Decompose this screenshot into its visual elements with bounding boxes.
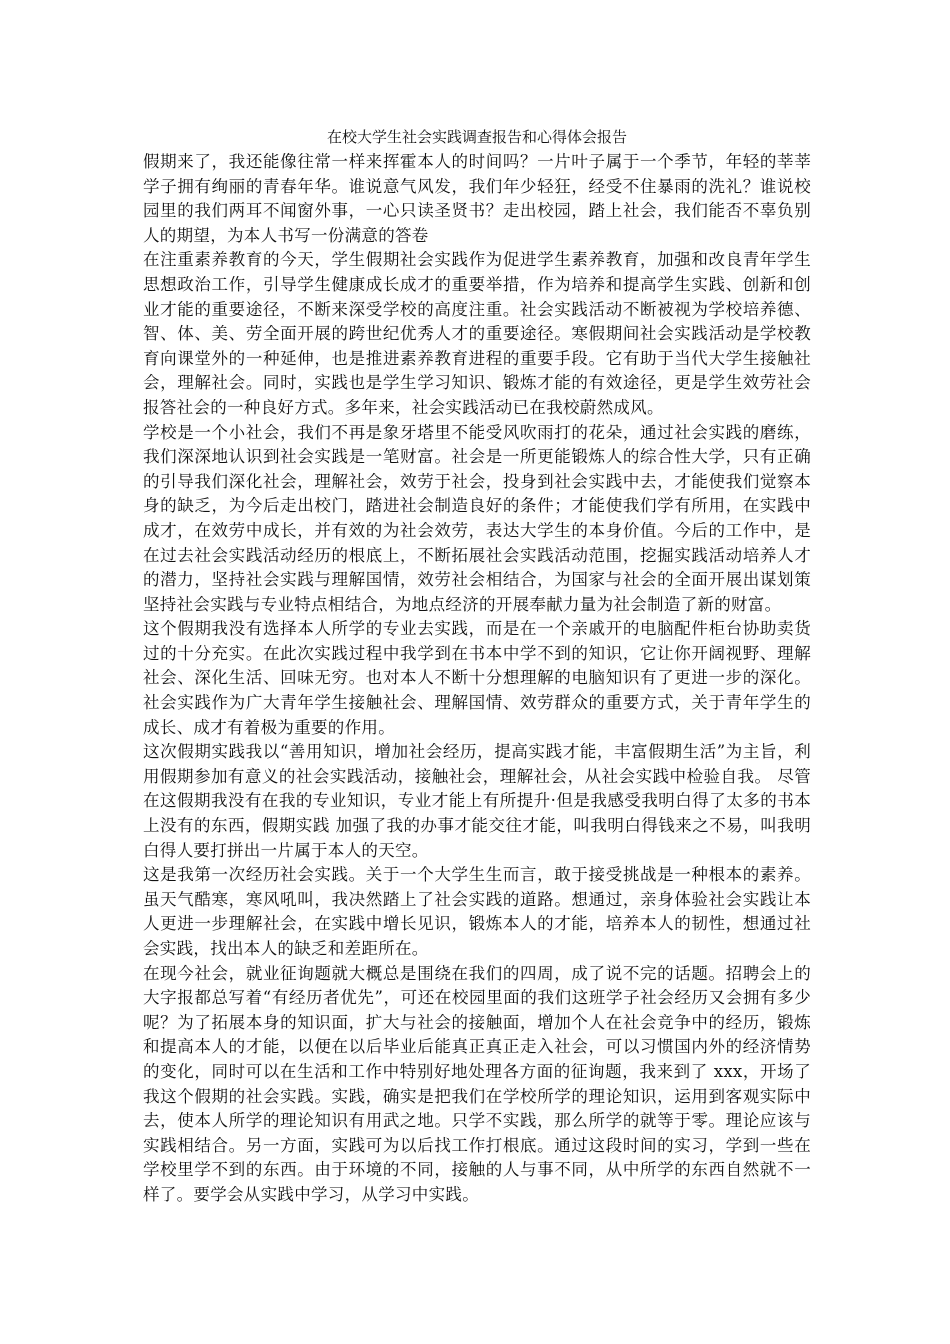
paragraph-first-experience: 这是我第一次经历社会实践。关于一个大学生生而言，敢于接受挑战是一种根本的素养。虽天气酷寒，寒风吼叫，我决然踏上了社会实践的道路。想通过，亲身体验社会实践让本人更进一步理解社会，在实践中增长见识，锻炼本人的才能，培养本人的韧性，想通过社会实践，找出本人的缺乏和差距所在。	[143, 865, 811, 958]
paragraph-holiday-practice: 这次假期实践我以“善用知识，增加社会经历，提高实践才能，丰富假期生活”为主旨，利用假期参加有意义的社会实践活动，接触社会，理解社会，从社会实践中检验自我。 尽管在这假期我没有在我的专业知识，专业才能上有所提升·但是我感受我明白得了太多的书本上没有的东西，假期实践 加强了我的办事才能交往才能，叫我明白得钱来之不易，叫我明白得人要打拼出一片属于本人的天空。	[143, 742, 811, 860]
paragraph-computer-counter: 这个假期我没有选择本人所学的专业去实践，而是在一个亲戚开的电脑配件柜台协助卖货过的十分充实。在此次实践过程中我学到在书本中学不到的知识，它让你开阔视野、理解社会、深化生活、回味无穷。也对本人不断十分想理解的电脑知识有了更进一步的深化。社会实践作为广大青年学生接触社会、理解国情、效劳群众的重要方式，关于青年学生的成长、成才有着极为重要的作用。	[143, 619, 811, 737]
document-title: 在校大学生社会实践调查报告和心得体会报告	[326, 128, 627, 146]
paragraph-quality-education: 在注重素养教育的今天，学生假期社会实践作为促进学生素养教育，加强和改良青年学生思想政治工作，引导学生健康成长成才的重要举措，作为培养和提高学生实践、创新和创业才能的重要途径，不断来深受学校的高度注重。社会实践活动不断被视为学校培养德、智、体、美、劳全面开展的跨世纪优秀人才的重要途径。寒假期间社会实践活动是学校教育向课堂外的一种延伸，也是推进素养教育进程的重要手段。它有助于当代大学生接触社会，理解社会。同时，实践也是学生学习知识、锻炼才能的有效途径，更是学生效劳社会报答社会的一种良好方式。多年来，社会实践活动已在我校蔚然成风。	[143, 250, 811, 417]
paragraph-school-society: 学校是一个小社会，我们不再是象牙塔里不能受风吹雨打的花朵，通过社会实践的磨练，我们深深地认识到社会实践是一笔财富。社会是一所更能锻炼人的综合性大学，只有正确的引导我们深化社会，理解社会，效劳于社会，投身到社会实践中去，才能使我们觉察本身的缺乏，为今后走出校门，踏进社会制造良好的条件；才能使我们学有所用，在实践中成才，在效劳中成长，并有效的为社会效劳，表达大学生的本身价值。今后的工作中，是在过去社会实践活动经历的根底上，不断拓展社会实践活动范围，挖掘实践活动培养人才的潜力，坚持社会实践与理解国情，效劳社会相结合，为国家与社会的全面开展出谋划策坚持社会实践与专业特点相结合，为地点经济的开展奉献力量为社会制造了新的财富。	[143, 422, 811, 614]
paragraph-employment: 在现今社会，就业征询题就大概总是围绕在我们的四周，成了说不完的话题。招聘会上的大字报都总写着“有经历者优先”，可还在校园里面的我们这班学子社会经历又会拥有多少呢？为了拓展本身的知识面，扩大与社会的接触面，增加个人在社会竞争中的经历，锻炼和提高本人的才能，以便在以后毕业后能真正真正走入社会，可以习惯国内外的经济情势的变化，同时可以在生活和工作中特别好地处理各方面的征询题，我来到了 xxx，开场了我这个假期的社会实践。实践，确实是把我们在学校所学的理论知识，运用到客观实际中去，使本人所学的理论知识有用武之地。只学不实践，那么所学的就等于零。理论应该与实践相结合。另一方面，实践可为以后找工作打根底。通过这段时间的实习，学到一些在学校里学不到的东西。由于环境的不同，接触的人与事不同，从中所学的东西自然就不一样了。要学会从实践中学习，从学习中实践。	[143, 963, 811, 1204]
paragraph-intro: 假期来了，我还能像往常一样来挥霍本人的时间吗？一片叶子属于一个季节，年轻的莘莘学子拥有绚丽的青春年华。谁说意气风发，我们年少轻狂，经受不住暴雨的洗礼？谁说校园里的我们两耳不闻窗外事，一心只读圣贤书？走出校园，踏上社会，我们能否不辜负别人的期望，为本人书写一份满意的答卷	[143, 152, 811, 245]
document-page	[143, 126, 811, 1208]
